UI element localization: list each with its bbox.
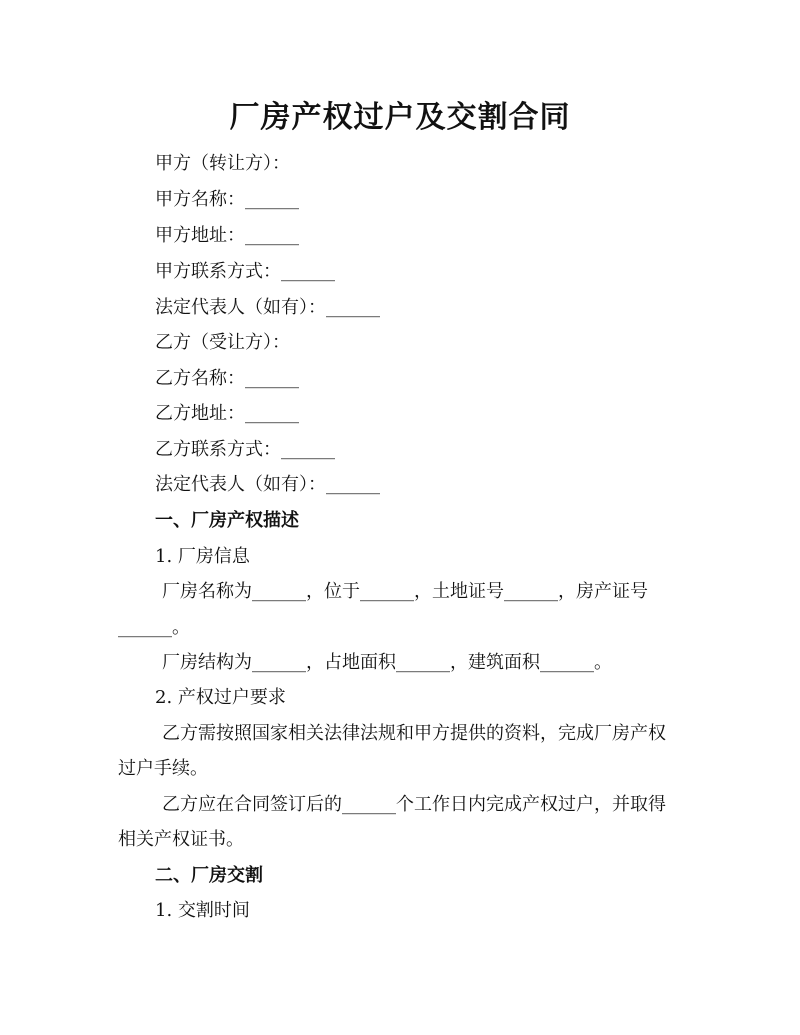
party-a-contact: 甲方联系方式：______ — [155, 261, 335, 282]
party-a-header: 甲方（转让方）： — [155, 153, 290, 174]
section1-paragraph-4-line-1: 乙方应在合同签订后的______个工作日内完成产权过户，并取得 — [162, 794, 666, 815]
section1-paragraph-1-line-1: 厂房名称为______，位于______，土地证号______，房产证号 — [162, 581, 648, 602]
section2-heading: 二、厂房交割 — [155, 865, 263, 886]
section1-sub2: 2. 产权过户要求 — [155, 687, 286, 708]
party-b-name: 乙方名称：______ — [155, 368, 299, 389]
party-a-representative: 法定代表人（如有）：______ — [155, 297, 380, 318]
section2-sub1: 1. 交割时间 — [155, 900, 250, 921]
party-a-address: 甲方地址：______ — [155, 225, 299, 246]
party-b-address: 乙方地址：______ — [155, 403, 299, 424]
section1-paragraph-4-line-2: 相关产权证书。 — [118, 829, 244, 850]
section1-paragraph-3-line-1: 乙方需按照国家相关法律法规和甲方提供的资料，完成厂房产权 — [162, 723, 666, 744]
section1-paragraph-3-line-2: 过户手续。 — [118, 758, 208, 779]
document-title: 厂房产权过户及交割合同 — [229, 100, 571, 135]
section1-paragraph-2: 厂房结构为______，占地面积______，建筑面积______。 — [162, 652, 612, 673]
section1-paragraph-1-line-2: ______。 — [118, 617, 190, 638]
section1-heading: 一、厂房产权描述 — [155, 510, 299, 531]
party-b-contact: 乙方联系方式：______ — [155, 439, 335, 460]
party-a-name: 甲方名称：______ — [155, 189, 299, 210]
party-b-representative: 法定代表人（如有）：______ — [155, 474, 380, 495]
party-b-header: 乙方（受让方）： — [155, 332, 290, 353]
section1-sub1: 1. 厂房信息 — [155, 546, 250, 567]
